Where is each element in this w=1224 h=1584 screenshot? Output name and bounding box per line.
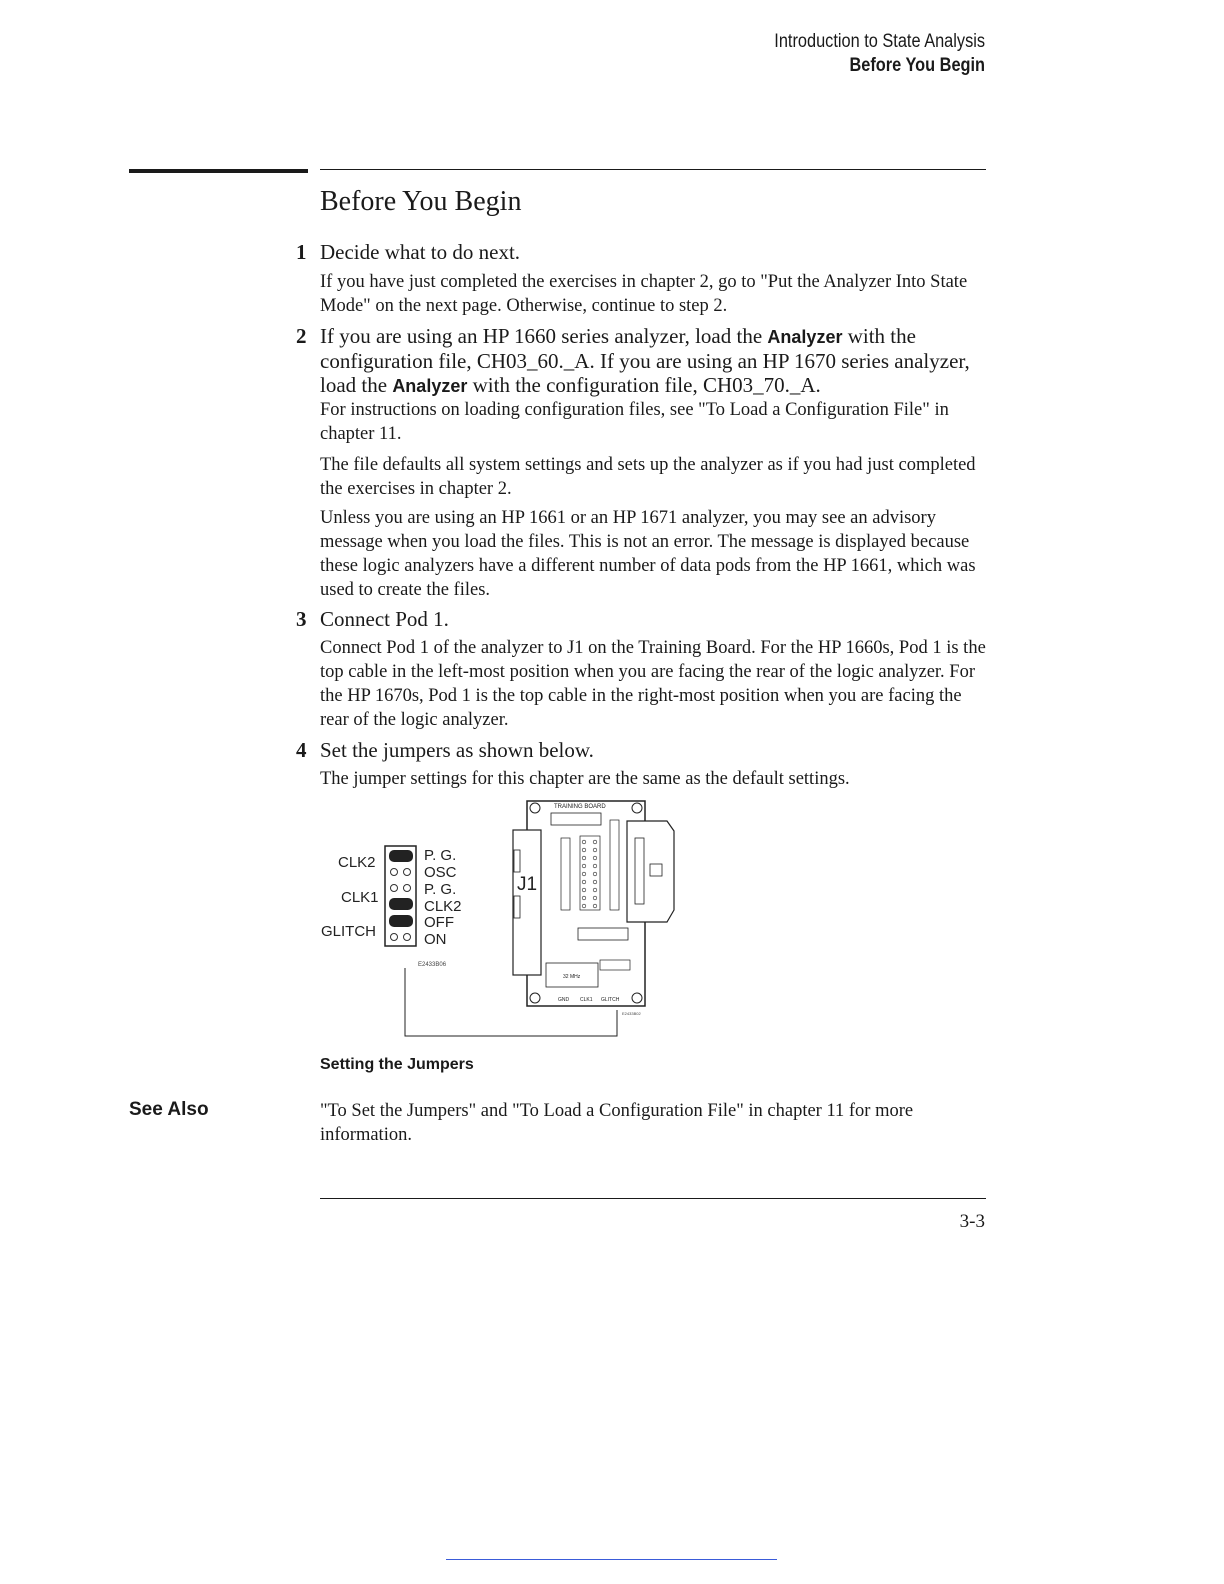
step-number: 1 [296, 240, 307, 264]
training-board [513, 801, 674, 1006]
see-also-label: See Also [129, 1099, 209, 1120]
section-rule-thick [129, 169, 308, 173]
step-number: 4 [296, 738, 307, 762]
j1-label: J1 [517, 874, 538, 895]
jumper-block [385, 846, 416, 946]
bottom-label-glitch: GLITCH [601, 997, 620, 1003]
step-heading-text: Connect Pod 1. [320, 607, 449, 631]
analyzer-term: Analyzer [767, 327, 843, 347]
jumper-cap [389, 850, 413, 862]
footer-rule [320, 1198, 986, 1199]
label-clk2: CLK2 [338, 854, 376, 871]
step-heading-part: with the configuration file, CH03_60._A. If you are using an HP 1670 series analyzer, load the [320, 324, 970, 397]
page-title: Before You Begin [320, 186, 522, 217]
board-title: TRAINING BOARD [554, 804, 606, 810]
jumper-cap [389, 915, 413, 927]
label-osc: OSC [424, 864, 457, 881]
jumper-cap [389, 898, 413, 910]
step-3-heading [296, 607, 986, 631]
bottom-label-clk1: CLK1 [580, 997, 593, 1003]
label-off: OFF [424, 914, 454, 931]
step-2-heading [296, 324, 986, 398]
label-clk1: CLK1 [341, 889, 379, 906]
step-3-para: Connect Pod 1 of the analyzer to J1 on the Training Board. For the HP 1660s, Pod 1 is the top cable in the left-most position when you are facing the rear of the logic analyzer. For the HP 1670s, Pod 1 is the top cable in the right-most position when you are facing the rear of the logic analyzer. [320, 638, 986, 730]
step-4-para: The jumper settings for this chapter are the same as the default settings. [320, 769, 850, 789]
label-glitch: GLITCH [321, 923, 377, 940]
footer-link-line[interactable] [446, 1559, 777, 1560]
step-heading-part: with the configuration file, CH03_70._A. [467, 373, 821, 397]
step-heading-text: Decide what to do next. [320, 240, 521, 264]
step-1-heading [296, 240, 986, 264]
label-clk2-right: CLK2 [424, 898, 462, 915]
running-header [740, 30, 985, 78]
figure-caption: Setting the Jumpers [320, 1056, 474, 1073]
header-section: Before You Begin [849, 55, 985, 76]
bottom-label-gnd: GND [558, 997, 570, 1003]
section-rule-thin [320, 169, 986, 170]
step-number: 2 [296, 324, 307, 348]
figure-code-right: E2433B02 [622, 1011, 641, 1016]
step-heading-text: Set the jumpers as shown below. [320, 738, 594, 762]
step-4-heading [296, 738, 986, 762]
label-pg-1: P. G. [424, 847, 457, 864]
header-chapter: Introduction to State Analysis [774, 31, 985, 52]
jumper-figure [318, 798, 678, 1042]
step-heading-part: If you are using an HP 1660 series analyzer, load the [320, 324, 768, 348]
step-1-para: If you have just completed the exercises in chapter 2, go to "Put the Analyzer Into State Mode" on the next page. Otherwise, continue to step 2. [320, 272, 968, 316]
see-also-text: "To Set the Jumpers" and "To Load a Configuration File" in chapter 11 for more information. [320, 1101, 914, 1145]
step-2-para-3: Unless you are using an HP 1661 or an HP 1671 analyzer, you may see an advisory message when you load the files. This is not an error. The message is displayed because these logic analyzers have a different number of data pods from the HP 1661, which was used to create the files. [320, 508, 976, 600]
osc-label: 32 MHz [563, 974, 581, 980]
step-2-para-2: The file defaults all system settings and sets up the analyzer as if you had just completed the exercises in chapter 2. [320, 455, 976, 499]
page-number: 3-3 [959, 1211, 985, 1232]
step-number: 3 [296, 607, 307, 631]
label-pg-2: P. G. [424, 881, 457, 898]
analyzer-term: Analyzer [392, 376, 468, 396]
label-on: ON [424, 931, 447, 948]
step-2-para-1: For instructions on loading configuration files, see "To Load a Configuration File" in chapter 11. [320, 400, 949, 444]
figure-code-left: E2433B06 [418, 962, 447, 968]
